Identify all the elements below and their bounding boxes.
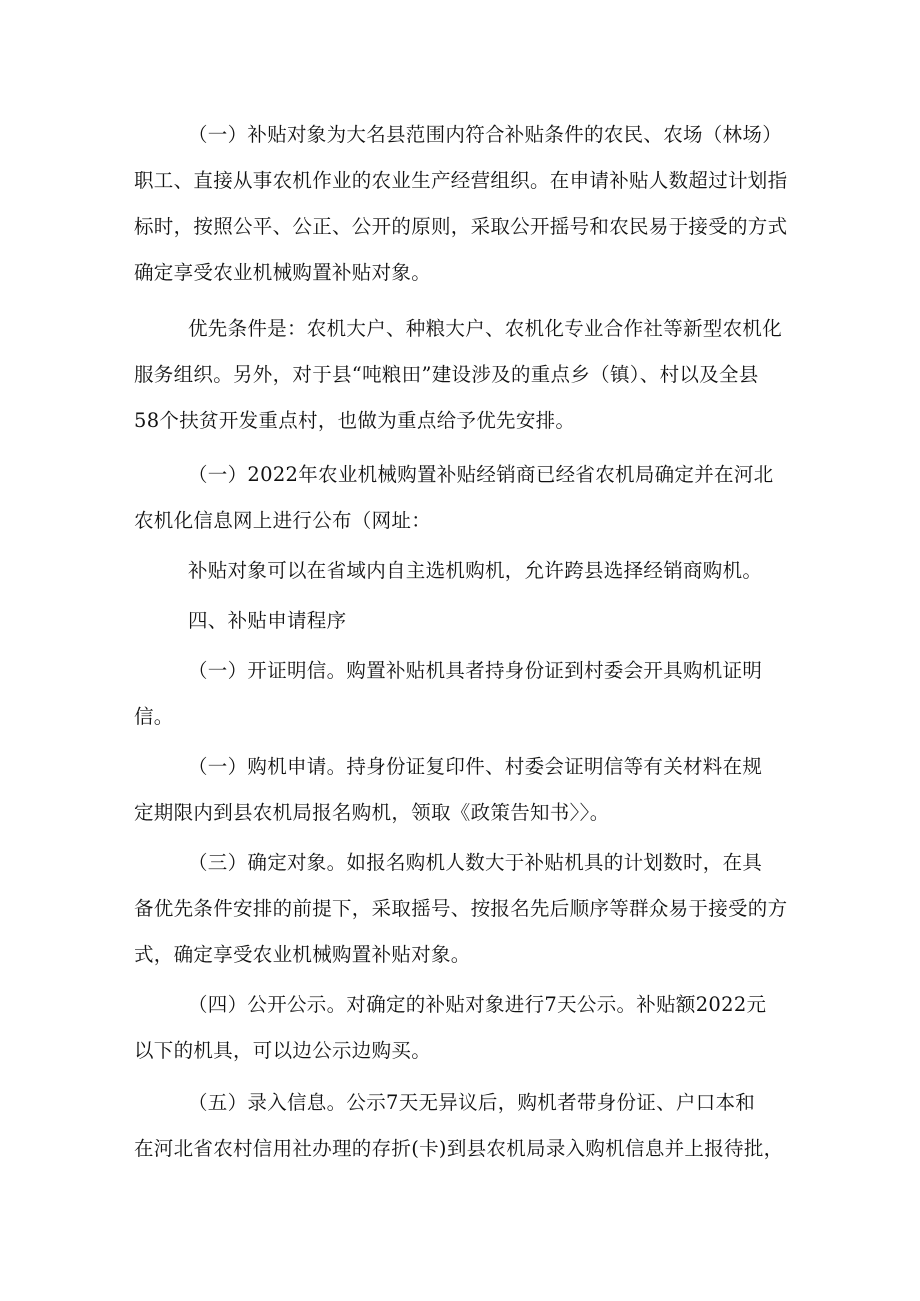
text-line: 四、补贴申请程序 <box>188 609 347 632</box>
text-line: （一）开证明信。购置补贴机具者持身份证到村委会开具购机证明 <box>188 659 763 682</box>
text-line: 定期限内到县农机局报名购机，领取《政策告知书〉〉。 <box>134 801 610 824</box>
paragraph-enter-information <box>134 1080 794 1172</box>
section-heading-application-procedure <box>134 598 794 644</box>
text-line: 以下的机具，可以边公示边购买。 <box>134 1039 432 1062</box>
paragraph-certificate <box>134 648 794 740</box>
text-line: 在河北省农村信用社办理的存折(卡)到县农机局录入购机信息并上报待批， <box>134 1137 784 1160</box>
paragraph-purchase-application <box>134 744 794 836</box>
text-line: 58个扶贫开发重点村，也做为重点给予优先安排。 <box>134 409 576 432</box>
paragraph-public-notice <box>134 982 794 1074</box>
text-line: 补贴对象可以在省域内自主选机购机，允许跨县选择经销商购机。 <box>188 559 763 582</box>
text-line: 式，确定享受农业机械购置补贴对象。 <box>134 943 471 966</box>
paragraph-subsidy-target <box>134 112 794 296</box>
text-line: 服务组织。另外，对于县“吨粮田”建设涉及的重点乡（镇）、村以及全县 <box>134 363 759 386</box>
text-line: （一）补贴对象为大名县范围内符合补贴条件的农民、农场（林场） <box>188 123 783 146</box>
text-line: 优先条件是：农机大户、种粮大户、农机化专业合作社等新型农机化 <box>188 317 783 340</box>
text-line: （四）公开公示。对确定的补贴对象进行7天公示。补贴额2022元 <box>188 993 767 1016</box>
paragraph-determine-target <box>134 840 794 978</box>
text-line: （一）购机申请。持身份证复印件、村委会证明信等有关材料在规 <box>188 755 763 778</box>
text-line: 信。 <box>134 705 174 728</box>
text-line: 确定享受农业机械购置补贴对象。 <box>134 261 432 284</box>
paragraph-purchase-scope <box>134 548 794 594</box>
text-line: 标时，按照公平、公正、公开的原则，采取公开摇号和农民易于接受的方式 <box>134 215 788 238</box>
text-line: 职工、直接从事农机作业的农业生产经营组织。在申请补贴人数超过计划指 <box>134 169 788 192</box>
paragraph-dealers <box>134 452 794 544</box>
text-line: 备优先条件安排的前提下，采取摇号、按报名先后顺序等群众易于接受的方 <box>134 897 788 920</box>
paragraph-priority-conditions <box>134 306 794 444</box>
text-line: （三）确定对象。如报名购机人数大于补贴机具的计划数时，在具 <box>188 851 763 874</box>
text-line: （五）录入信息。公示7天无异议后，购机者带身份证、户口本和 <box>188 1091 756 1114</box>
text-line: 农机化信息网上进行公布（网址： <box>134 509 432 532</box>
text-line: （一）2022年农业机械购置补贴经销商已经省农机局确定并在河北 <box>188 463 774 486</box>
